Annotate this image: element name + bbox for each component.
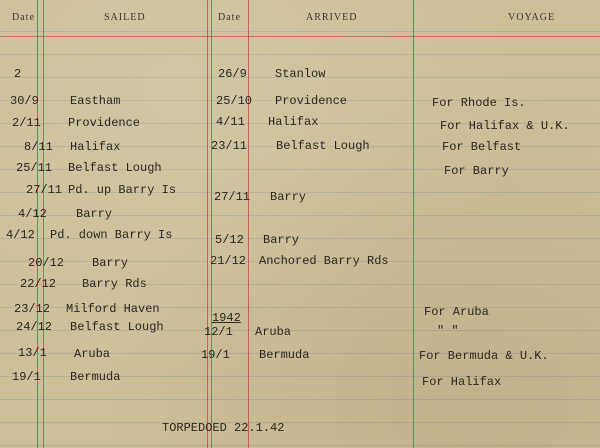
sailed-date: 4/12: [18, 207, 47, 221]
column-rule: [413, 0, 414, 448]
arrived-place: Providence: [275, 94, 348, 108]
arrived-date: 4/11: [216, 115, 245, 129]
arrived-place: Bermuda: [259, 348, 310, 362]
arrived-place: Halifax: [268, 115, 319, 129]
sailed-place: Pd. up Barry Is: [68, 183, 177, 197]
ditto-marks: " ": [437, 324, 459, 338]
header-sailed: SAILED: [104, 12, 146, 23]
arrived-date: 27/11: [214, 190, 251, 204]
header-arrived: ARRIVED: [306, 12, 358, 23]
sailed-date: 20/12: [28, 256, 65, 270]
sailed-place: Belfast Lough: [70, 320, 164, 334]
column-rule: [211, 0, 212, 448]
header-rule: [0, 36, 600, 37]
arrived-date: 19/1: [201, 348, 230, 362]
voyage: For Halifax & U.K.: [440, 119, 570, 133]
sailed-date: 2/11: [12, 116, 41, 130]
arrived-place: Stanlow: [275, 67, 326, 81]
sailed-place: Eastham: [70, 94, 121, 108]
column-rule: [43, 0, 44, 448]
arrived-place: Barry: [270, 190, 307, 204]
sailed-place: Barry: [76, 207, 113, 221]
arrived-place: Barry: [263, 233, 300, 247]
sailed-place: Bermuda: [70, 370, 121, 384]
sailed-place: Milford Haven: [66, 302, 160, 316]
voyage: For Rhode Is.: [432, 96, 526, 110]
sailed-place: Providence: [68, 116, 141, 130]
sailed-date: 19/1: [12, 370, 41, 384]
arrived-place: Anchored Barry Rds: [259, 254, 389, 268]
sailed-date: 24/12: [16, 320, 53, 334]
arrived-date: 25/10: [216, 94, 253, 108]
sailed-date: 22/12: [20, 277, 57, 291]
sailed-date: 13/1: [18, 346, 47, 360]
sailed-date: 8/11: [24, 140, 53, 154]
header-voyage: VOYAGE: [508, 12, 556, 23]
arrived-date: 21/12: [210, 254, 247, 268]
sailed-date: 27/11: [26, 183, 63, 197]
sailed-date: 4/12: [6, 228, 35, 242]
voyage: For Bermuda & U.K.: [419, 349, 549, 363]
sailed-date: 30/9: [10, 94, 39, 108]
voyage: For Halifax: [422, 375, 502, 389]
sailed-date: 23/12: [14, 302, 51, 316]
arrived-date: 23/11: [211, 139, 248, 153]
sailed-place: Pd. down Barry Is: [50, 228, 173, 242]
arrived-date: 5/12: [215, 233, 244, 247]
column-rule: [248, 0, 249, 448]
sailed-place: Barry Rds: [82, 277, 147, 291]
sailed-place: Halifax: [70, 140, 121, 154]
voyage: For Belfast: [442, 140, 522, 154]
sailed-date: 25/11: [16, 161, 53, 175]
header-date-sailed: Date: [12, 12, 35, 23]
arrived-place: Belfast Lough: [276, 139, 370, 153]
sailed-place: Barry: [92, 256, 129, 270]
year-label: 1942: [212, 311, 241, 325]
torpedoed-note: TORPEDOED 22.1.42: [162, 421, 285, 435]
arrived-date: 12/1: [204, 325, 233, 339]
arrived-date: 26/9: [218, 67, 247, 81]
sailed-date: 2: [14, 67, 22, 81]
header-date-arrived: Date: [218, 12, 241, 23]
sailed-place: Aruba: [74, 347, 111, 361]
voyage: For Barry: [444, 164, 509, 178]
arrived-place: Aruba: [255, 325, 292, 339]
column-rule: [207, 0, 208, 448]
sailed-place: Belfast Lough: [68, 161, 162, 175]
voyage: For Aruba: [424, 305, 489, 319]
